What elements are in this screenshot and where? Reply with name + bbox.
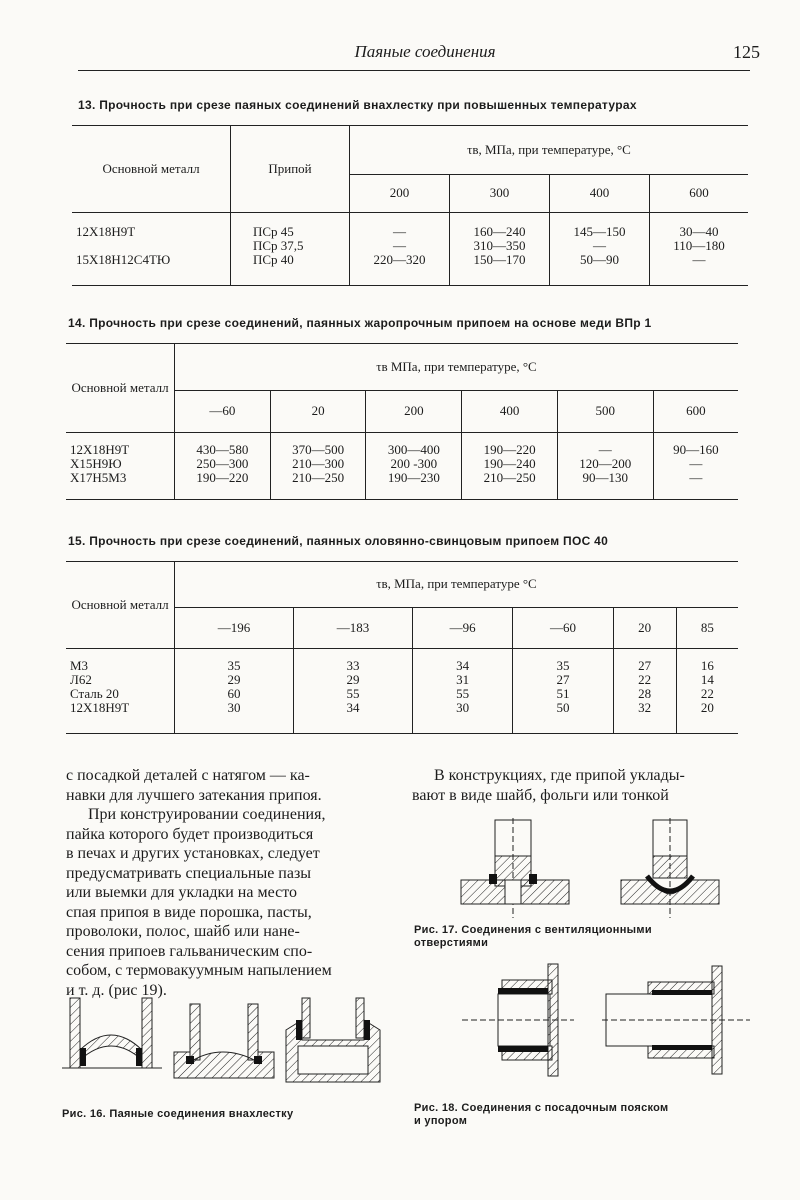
table14-caption: 14. Прочность при срезе соединений, паянных жаропрочным припоем на основе меди ВПр 1 [68,316,652,330]
table14-cell: — [689,456,703,471]
text-line: сения припоев гальваническим спо- [66,942,313,960]
fig17-caption [414,924,652,950]
table13 [72,125,748,286]
table15-temp: —183 [293,607,412,648]
table14-metal-cell [66,433,175,500]
table15-cell: 30 [227,700,241,715]
table13-col [650,213,748,286]
fig17-drawing [455,818,745,918]
text-line: В конструкциях, где припой уклады- [434,767,685,784]
table15-cell: 27 [638,658,652,673]
table15-temp: 85 [676,607,738,648]
table15-temp: —96 [412,607,512,648]
table15-cell: 29 [227,672,241,687]
table13-solder: ПСр 37,5 [253,238,304,253]
table15-cell: 55 [456,686,470,701]
table14-metal: Х15Н9Ю [70,456,122,471]
table13-temp: 200 [350,174,450,212]
table15-metal: М3 [70,658,89,673]
table14-cell: 300—400 [387,442,440,457]
table14-col [175,433,271,500]
table15-header-tau: τв, МПа, при температуре °С [175,562,739,608]
table15-cell: 20 [700,700,714,715]
body-text-right [412,766,742,805]
table14-cell: 190—220 [196,470,249,485]
table14-temp: —60 [175,390,271,432]
table14-metal: 12Х18Н9Т [70,442,130,457]
table15-temp: 20 [613,607,676,648]
table15-cell: 16 [700,658,714,673]
table13-header-tau: τв, МПа, при температуре, °С [350,126,749,175]
table13-cell: 150—170 [473,252,526,267]
table13-col [450,213,550,286]
table13-header-metal: Основной металл [102,161,200,176]
table13-cell: 30—40 [679,224,719,239]
table13-col [550,213,650,286]
table15-cell: 34 [346,700,360,715]
table14-col [270,433,366,500]
table14-col [653,433,738,500]
table13-solder: ПСр 40 [253,252,294,267]
text-line: пайка которого будет производиться [66,825,314,843]
running-title: Паяные соединения [354,42,496,61]
text-line: или выемки для укладки на место [66,884,297,901]
table15-col [676,649,738,734]
text-line: спая припоя в виде порошка, пасты, [66,903,312,921]
table14-col [462,433,558,500]
table15-col [513,649,613,734]
table14-temp: 200 [366,390,462,432]
table13-temp: 400 [550,174,650,212]
table14-temp: 20 [270,390,366,432]
table15-cell: 27 [556,672,570,687]
text-line: и т. д. (рис 19). [66,981,167,999]
table15-temp: —196 [175,607,294,648]
page-number: 125 [733,42,760,62]
fig18-caption-line: и упором [414,1115,468,1127]
table14 [66,343,738,500]
fig16-caption: Рис. 16. Паяные соединения внахлестку [62,1108,294,1120]
table14-cell: 200 -300 [390,456,438,471]
table15-metal-cell [66,649,175,734]
table13-cell: 110—180 [673,238,725,253]
table14-cell: 250—300 [196,456,249,471]
table15-cell: 14 [700,672,714,687]
table15-cell: 29 [346,672,360,687]
table15 [66,561,738,734]
table15-cell: 22 [638,672,652,687]
table14-col [557,433,653,500]
table14-col [366,433,462,500]
fig17-caption-line: Рис. 17. Соединения с вентиляционными [414,924,652,936]
table14-cell: 210—250 [292,470,345,485]
table15-cell: 50 [556,700,570,715]
table15-metal: Сталь 20 [70,686,119,701]
table15-temp: —60 [513,607,613,648]
table15-cell: 55 [346,686,360,701]
table15-metal: 12Х18Н9Т [70,700,130,715]
table14-cell: 90—160 [673,442,719,457]
table13-temp: 600 [650,174,748,212]
text-line: собом, с термовакуумным напылением [66,962,332,979]
table15-col [412,649,512,734]
table13-cell: 145—150 [573,224,626,239]
table15-cell: 33 [346,658,360,673]
fig18-joint-left [462,964,574,1076]
table14-cell: 210—300 [292,456,345,471]
fig18-drawing [462,960,752,1080]
table14-cell: — [689,470,703,485]
table15-header-metal: Основной металл [71,597,169,612]
table13-cell: — [393,224,406,239]
table13-header-solder: Припой [231,126,350,213]
table13-metal: 12Х18Н9Т [76,224,136,239]
table15-cell: 60 [227,686,241,701]
table14-header-metal: Основной металл [71,380,169,395]
table13-temp: 300 [450,174,550,212]
table15-metal: Л62 [70,672,92,687]
text-line: При конструировании соединения, [88,806,326,823]
fig18-caption-line: Рис. 18. Соединения с посадочным пояском [414,1102,669,1114]
table13-cell: 220—320 [373,252,426,267]
table14-temp: 600 [653,390,738,432]
table14-header-tau: τв МПа, при температуре, °С [175,344,739,391]
table15-cell: 51 [556,686,570,701]
fig16-joint-flanged [286,998,380,1082]
table15-col [613,649,676,734]
table13-cell: — [393,238,406,253]
table14-cell: 190—220 [483,442,536,457]
table13-cell: 310—350 [473,238,526,253]
table15-col [175,649,294,734]
table14-cell: 190—230 [387,470,440,485]
table13-cell: 160—240 [473,224,526,239]
table15-cell: 35 [556,658,570,673]
fig16-joint-grooved [174,1004,274,1078]
table13-solder: ПСр 45 [253,224,294,239]
table14-cell: 120—200 [579,456,632,471]
fig18-caption [414,1102,668,1128]
fig16-drawing [62,990,392,1100]
table13-metal-cell [72,213,231,286]
table15-cell: 32 [638,700,652,715]
table13-cell: 50—90 [580,252,620,267]
table14-metal: Х17Н5М3 [70,470,127,485]
table14-cell: 210—250 [483,470,536,485]
text-line: проволоки, полос, шайб или нане- [66,923,300,940]
table15-cell: 34 [456,658,470,673]
body-text-left [66,766,386,1000]
table13-cell: — [593,238,607,253]
fig16-joint-cup [62,998,162,1068]
table13-cell: — [692,252,706,267]
table15-cell: 31 [456,672,470,687]
table15-col [293,649,412,734]
text-line: предусматривать специальные пазы [66,864,312,882]
table14-cell: 370—500 [292,442,345,457]
fig17-joint-right [621,818,719,918]
table14-temp: 500 [557,390,653,432]
fig17-joint-left [461,818,569,918]
fig18-joint-right [602,966,750,1074]
table15-cell: 22 [700,686,714,701]
table13-solder-cell [231,213,350,286]
text-line: с посадкой деталей с натягом — ка- [66,767,310,784]
text-line: навки для лучшего затекания припоя. [66,786,322,804]
table15-cell: 30 [456,700,470,715]
table14-cell: 430—580 [196,442,249,457]
table15-cell: 28 [638,686,652,701]
table13-col [350,213,450,286]
table13-caption: 13. Прочность при срезе паяных соединений внахлестку при повышенных температурах [78,98,637,112]
table15-caption: 15. Прочность при срезе соединений, паянных оловянно-свинцовым припоем ПОС 40 [68,534,609,548]
table15-cell: 35 [227,658,241,673]
fig17-caption-line: отверстиями [414,937,489,949]
table14-cell: 190—240 [483,456,536,471]
text-line: в печах и других установках, следует [66,845,320,862]
table14-cell: — [598,442,612,457]
table14-cell: 90—130 [582,470,629,485]
table13-metal: 15Х18Н12С4ТЮ [76,252,171,267]
table14-temp: 400 [462,390,558,432]
text-line: вают в виде шайб, фольги или тонкой [412,786,669,804]
header-rule [78,70,750,71]
